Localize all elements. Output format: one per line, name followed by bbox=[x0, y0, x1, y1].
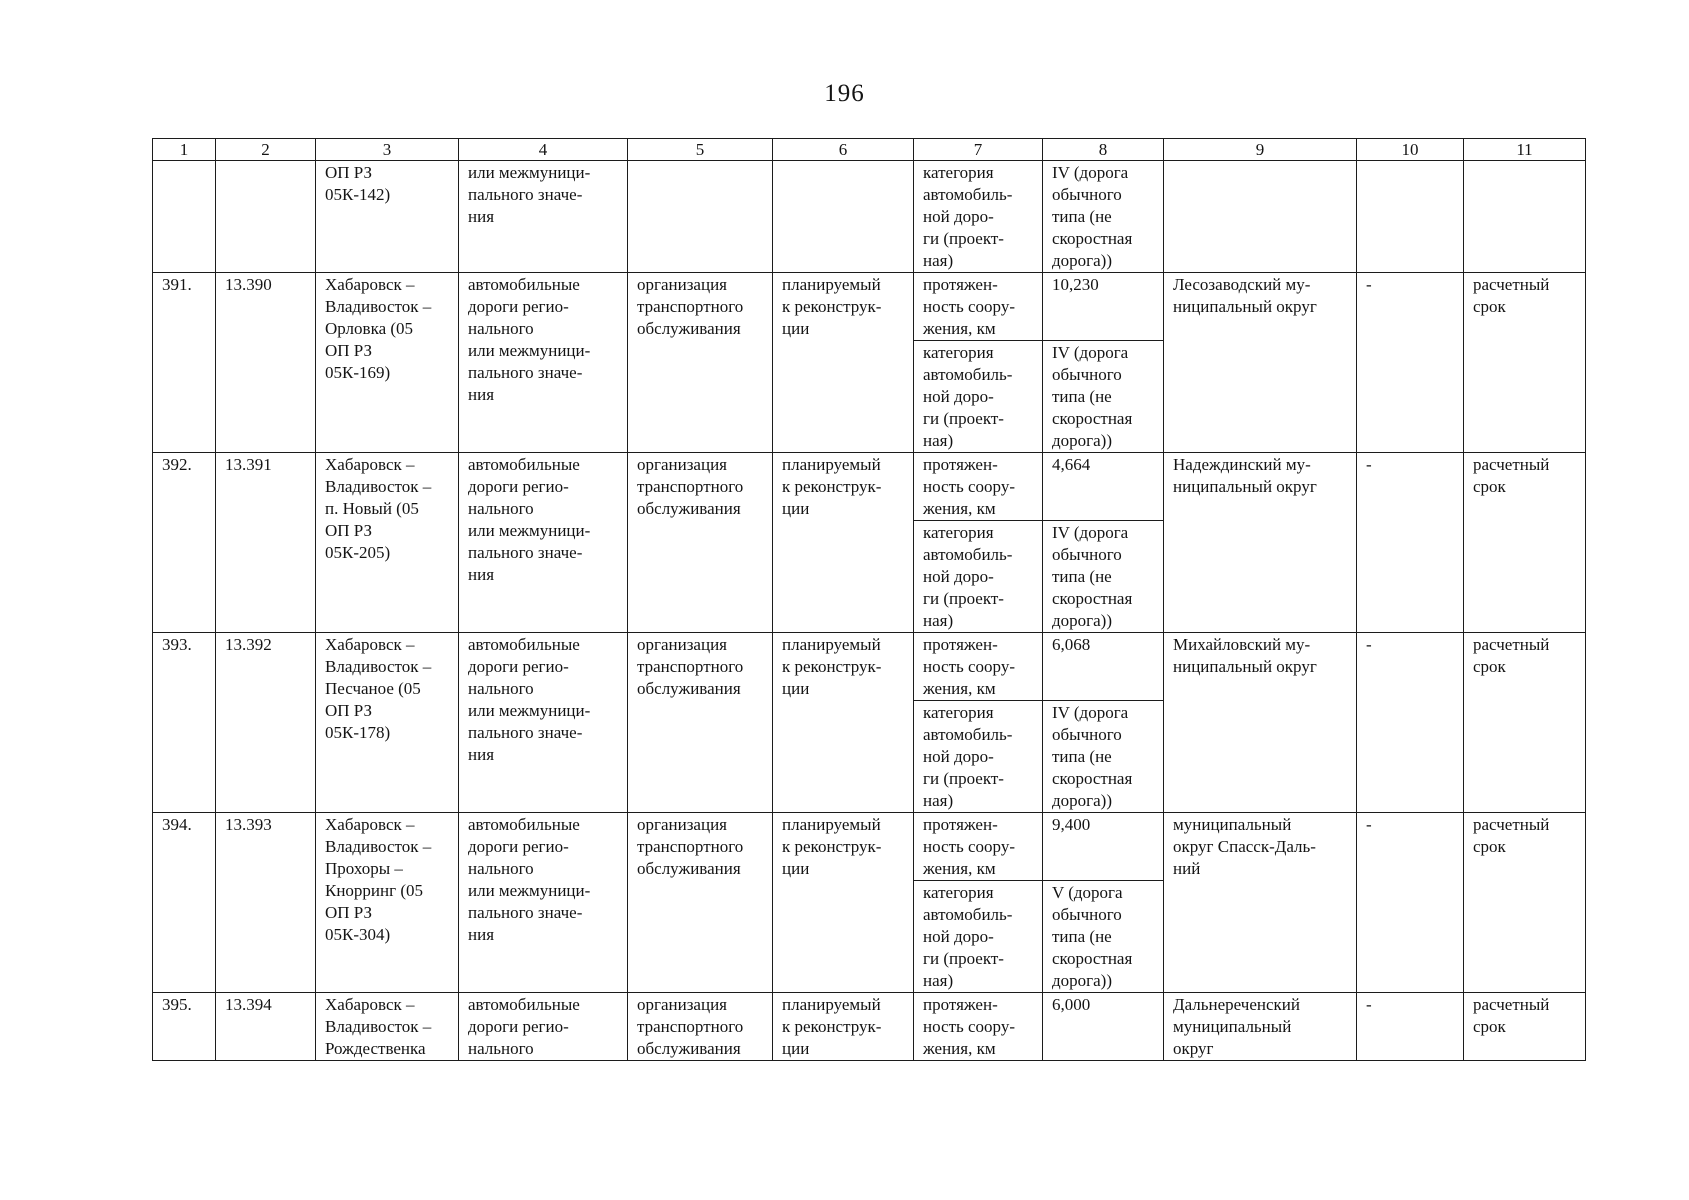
cell-name bbox=[316, 813, 459, 993]
cell-number bbox=[153, 161, 216, 273]
cell-param-value bbox=[1043, 341, 1164, 453]
cell-name bbox=[316, 633, 459, 813]
cell-text: IV (дорога обычного типа (не скоростная дорога)) bbox=[1052, 703, 1133, 810]
cell-code bbox=[216, 161, 316, 273]
cell-code bbox=[216, 633, 316, 813]
cell-param-label bbox=[914, 993, 1043, 1061]
cell-text: IV (дорога обычного типа (не скоростная дорога)) bbox=[1052, 523, 1133, 630]
column-number: 1 bbox=[153, 139, 216, 161]
cell-text: категория автомобиль- ной доро- ги (проект- ная) bbox=[923, 523, 1013, 630]
column-number: 9 bbox=[1164, 139, 1357, 161]
column-number: 3 bbox=[316, 139, 459, 161]
cell-param-label bbox=[914, 273, 1043, 341]
cell-param-label bbox=[914, 813, 1043, 881]
cell-purpose bbox=[628, 813, 773, 993]
cell-text: категория автомобиль- ной доро- ги (проект- ная) bbox=[923, 883, 1013, 990]
cell-text: Хабаровск – Владивосток – Рождественка bbox=[325, 995, 432, 1058]
cell-location bbox=[1164, 993, 1357, 1061]
cell-text: 393. bbox=[162, 635, 192, 654]
cell-purpose bbox=[628, 453, 773, 633]
cell-purpose bbox=[628, 993, 773, 1061]
cell-status bbox=[773, 813, 914, 993]
cell-status bbox=[773, 633, 914, 813]
cell-zone bbox=[1357, 453, 1464, 633]
cell-zone bbox=[1357, 813, 1464, 993]
cell-text: Михайловский му- ниципальный округ bbox=[1173, 635, 1317, 676]
cell-code bbox=[216, 813, 316, 993]
cell-code bbox=[216, 273, 316, 453]
cell-text: расчетный срок bbox=[1473, 995, 1550, 1036]
table-row bbox=[153, 633, 1586, 701]
cell-text: 4,664 bbox=[1052, 455, 1091, 474]
column-number: 5 bbox=[628, 139, 773, 161]
cell-name bbox=[316, 273, 459, 453]
cell-type bbox=[459, 633, 628, 813]
cell-name bbox=[316, 161, 459, 273]
cell-text: 10,230 bbox=[1052, 275, 1099, 294]
table-row bbox=[153, 273, 1586, 341]
cell-text: V (дорога обычного типа (не скоростная дорога)) bbox=[1052, 883, 1133, 990]
cell-status bbox=[773, 453, 914, 633]
column-number: 2 bbox=[216, 139, 316, 161]
table-row bbox=[153, 993, 1586, 1061]
cell-text: - bbox=[1366, 455, 1372, 474]
cell-status bbox=[773, 273, 914, 453]
road-objects-table bbox=[152, 138, 1586, 1061]
cell-param-value bbox=[1043, 161, 1164, 273]
continuation-row bbox=[153, 161, 1586, 273]
cell-text: 9,400 bbox=[1052, 815, 1091, 834]
cell-param-value bbox=[1043, 881, 1164, 993]
cell-location bbox=[1164, 453, 1357, 633]
cell-text: расчетный срок bbox=[1473, 815, 1550, 856]
cell-term bbox=[1464, 453, 1586, 633]
cell-term bbox=[1464, 273, 1586, 453]
cell-text: 13.390 bbox=[225, 275, 272, 294]
cell-text: 13.393 bbox=[225, 815, 272, 834]
cell-text: автомобильные дороги регио- нального или межмуници- пального значе- ния bbox=[468, 815, 591, 944]
page-number: 196 bbox=[824, 80, 865, 107]
cell-text: Надеждинский му- ниципальный округ bbox=[1173, 455, 1317, 496]
table-row bbox=[153, 813, 1586, 881]
cell-purpose bbox=[628, 161, 773, 273]
cell-text: Хабаровск – Владивосток – Орловка (05 ОП РЗ 05К-169) bbox=[325, 275, 432, 382]
column-number-row bbox=[153, 139, 1586, 161]
cell-text: 394. bbox=[162, 815, 192, 834]
cell-text: - bbox=[1366, 275, 1372, 294]
column-number: 10 bbox=[1357, 139, 1464, 161]
cell-term bbox=[1464, 633, 1586, 813]
cell-text: Хабаровск – Владивосток – п. Новый (05 ОП РЗ 05К-205) bbox=[325, 455, 432, 562]
cell-text: планируемый к реконструк- ции bbox=[782, 995, 882, 1058]
cell-text: организация транспортного обслуживания bbox=[637, 455, 744, 518]
cell-term bbox=[1464, 993, 1586, 1061]
cell-text: Лесозаводский му- ниципальный округ bbox=[1173, 275, 1317, 316]
cell-code bbox=[216, 993, 316, 1061]
cell-param-label bbox=[914, 881, 1043, 993]
cell-text: протяжен- ность соору- жения, км bbox=[923, 635, 1015, 698]
cell-number bbox=[153, 993, 216, 1061]
cell-text: Хабаровск – Владивосток – Песчаное (05 ОП РЗ 05К-178) bbox=[325, 635, 432, 742]
cell-text: ОП РЗ 05К-142) bbox=[325, 163, 391, 204]
column-number: 4 bbox=[459, 139, 628, 161]
cell-text: - bbox=[1366, 635, 1372, 654]
cell-param-value bbox=[1043, 993, 1164, 1061]
cell-text: автомобильные дороги регио- нального или межмуници- пального значе- ния bbox=[468, 275, 591, 404]
cell-text: Дальнереченский муниципальный округ bbox=[1173, 995, 1300, 1058]
cell-text: протяжен- ность соору- жения, км bbox=[923, 275, 1015, 338]
cell-purpose bbox=[628, 273, 773, 453]
cell-text: расчетный срок bbox=[1473, 275, 1550, 316]
cell-location bbox=[1164, 813, 1357, 993]
cell-text: 6,000 bbox=[1052, 995, 1091, 1014]
cell-location bbox=[1164, 633, 1357, 813]
cell-param-label bbox=[914, 633, 1043, 701]
cell-text: расчетный срок bbox=[1473, 455, 1550, 496]
column-number: 6 bbox=[773, 139, 914, 161]
column-number: 7 bbox=[914, 139, 1043, 161]
cell-text: IV (дорога обычного типа (не скоростная дорога)) bbox=[1052, 163, 1133, 270]
cell-zone bbox=[1357, 993, 1464, 1061]
cell-text: планируемый к реконструк- ции bbox=[782, 275, 882, 338]
cell-zone bbox=[1357, 161, 1464, 273]
cell-type bbox=[459, 273, 628, 453]
cell-text: планируемый к реконструк- ции bbox=[782, 815, 882, 878]
cell-type bbox=[459, 993, 628, 1061]
table-row bbox=[153, 453, 1586, 521]
cell-text: 13.391 bbox=[225, 455, 272, 474]
cell-param-value bbox=[1043, 701, 1164, 813]
cell-text: Хабаровск – Владивосток – Прохоры – Кнорринг (05 ОП РЗ 05К-304) bbox=[325, 815, 432, 944]
cell-name bbox=[316, 453, 459, 633]
cell-status bbox=[773, 993, 914, 1061]
cell-text: 395. bbox=[162, 995, 192, 1014]
cell-name bbox=[316, 993, 459, 1061]
cell-number bbox=[153, 273, 216, 453]
cell-text: 13.394 bbox=[225, 995, 272, 1014]
cell-text: планируемый к реконструк- ции bbox=[782, 635, 882, 698]
cell-number bbox=[153, 633, 216, 813]
cell-text: - bbox=[1366, 995, 1372, 1014]
cell-param-value bbox=[1043, 813, 1164, 881]
cell-text: организация транспортного обслуживания bbox=[637, 995, 744, 1058]
cell-text: 13.392 bbox=[225, 635, 272, 654]
cell-text: 391. bbox=[162, 275, 192, 294]
cell-zone bbox=[1357, 273, 1464, 453]
cell-text: организация транспортного обслуживания bbox=[637, 275, 744, 338]
cell-text: организация транспортного обслуживания bbox=[637, 635, 744, 698]
cell-number bbox=[153, 813, 216, 993]
cell-param-value bbox=[1043, 273, 1164, 341]
cell-text: муниципальный округ Спасск-Даль- ний bbox=[1173, 815, 1316, 878]
cell-param-value bbox=[1043, 633, 1164, 701]
cell-param-value bbox=[1043, 453, 1164, 521]
cell-text: планируемый к реконструк- ции bbox=[782, 455, 882, 518]
cell-text: категория автомобиль- ной доро- ги (проект- ная) bbox=[923, 703, 1013, 810]
cell-purpose bbox=[628, 633, 773, 813]
cell-term bbox=[1464, 161, 1586, 273]
cell-text: протяжен- ность соору- жения, км bbox=[923, 455, 1015, 518]
cell-status bbox=[773, 161, 914, 273]
cell-text: категория автомобиль- ной доро- ги (проект- ная) bbox=[923, 163, 1013, 270]
cell-type bbox=[459, 813, 628, 993]
cell-text: IV (дорога обычного типа (не скоростная дорога)) bbox=[1052, 343, 1133, 450]
column-number: 11 bbox=[1464, 139, 1586, 161]
cell-text: или межмуници- пального значе- ния bbox=[468, 163, 591, 226]
cell-type bbox=[459, 161, 628, 273]
cell-text: протяжен- ность соору- жения, км bbox=[923, 815, 1015, 878]
cell-param-value bbox=[1043, 521, 1164, 633]
cell-number bbox=[153, 453, 216, 633]
cell-type bbox=[459, 453, 628, 633]
cell-param-label bbox=[914, 453, 1043, 521]
cell-param-label bbox=[914, 521, 1043, 633]
cell-term bbox=[1464, 813, 1586, 993]
cell-text: - bbox=[1366, 815, 1372, 834]
cell-location bbox=[1164, 273, 1357, 453]
cell-text: расчетный срок bbox=[1473, 635, 1550, 676]
cell-text: автомобильные дороги регио- нального или межмуници- пального значе- ния bbox=[468, 635, 591, 764]
cell-text: 392. bbox=[162, 455, 192, 474]
cell-text: протяжен- ность соору- жения, км bbox=[923, 995, 1015, 1058]
cell-param-label bbox=[914, 161, 1043, 273]
cell-zone bbox=[1357, 633, 1464, 813]
cell-text: 6,068 bbox=[1052, 635, 1091, 654]
cell-location bbox=[1164, 161, 1357, 273]
cell-text: автомобильные дороги регио- нального или межмуници- пального значе- ния bbox=[468, 455, 591, 584]
cell-text: организация транспортного обслуживания bbox=[637, 815, 744, 878]
cell-code bbox=[216, 453, 316, 633]
cell-param-label bbox=[914, 341, 1043, 453]
column-number: 8 bbox=[1043, 139, 1164, 161]
cell-param-label bbox=[914, 701, 1043, 813]
cell-text: категория автомобиль- ной доро- ги (проект- ная) bbox=[923, 343, 1013, 450]
cell-text: автомобильные дороги регио- нального bbox=[468, 995, 580, 1058]
